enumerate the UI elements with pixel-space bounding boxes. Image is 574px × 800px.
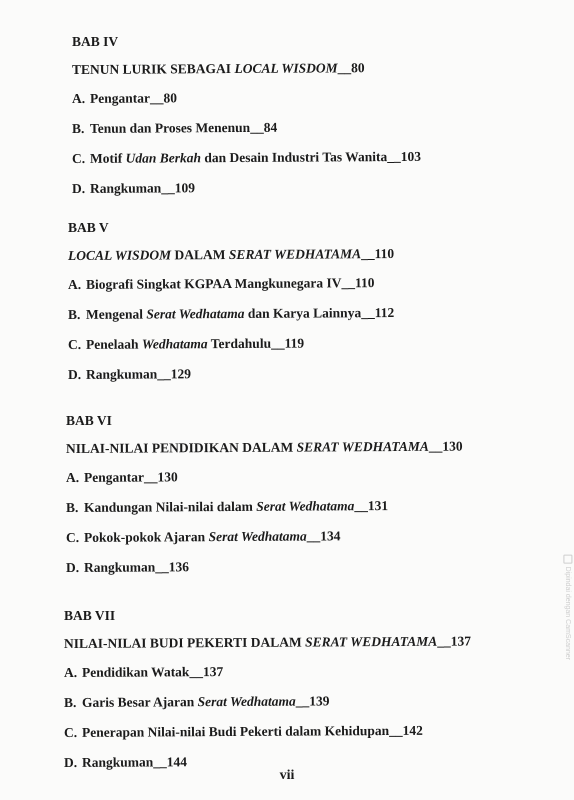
text-segment: Pengantar__80 <box>89 90 178 106</box>
text-segment: DALAM <box>171 247 229 263</box>
italic-text: SERAT WEDHATAMA <box>305 633 438 650</box>
toc-entry <box>68 366 191 383</box>
chapter-label: BAB IV <box>72 34 119 49</box>
chapter-title <box>64 634 471 652</box>
entry-letter: C. <box>65 529 80 545</box>
text-segment: __134 <box>306 528 341 544</box>
entry-letter: D. <box>63 754 78 770</box>
italic-text: Serat Wedhatama <box>197 693 296 710</box>
text-segment: TENUN LURIK SEBAGAI <box>71 61 235 77</box>
toc-entry <box>72 149 421 167</box>
entry-letter: B. <box>67 306 81 322</box>
entry-letter: D. <box>65 559 80 575</box>
italic-text: Serat Wedhatama <box>146 305 245 322</box>
entry-letter: A. <box>63 664 78 680</box>
text-segment: Mengenal <box>85 306 147 322</box>
text-segment: Pengantar__130 <box>83 469 178 485</box>
chapter-title <box>72 60 365 78</box>
text-segment: Rangkuman__136 <box>83 559 190 575</box>
text-segment: __80 <box>337 60 365 76</box>
text-segment: Pokok-pokok Ajaran <box>83 529 209 545</box>
text-segment: __131 <box>354 498 389 514</box>
text-segment: Motif <box>89 150 126 166</box>
text-segment: Terdahulu__119 <box>207 335 305 352</box>
entry-letter: D. <box>67 366 82 382</box>
toc-entry <box>66 498 388 516</box>
entry-letter: A. <box>67 276 82 292</box>
chapter-label: BAB VI <box>66 413 112 428</box>
toc-entry <box>68 336 304 353</box>
text-segment: Kandungan Nilai-nilai dalam <box>83 498 257 515</box>
toc-entry <box>68 305 394 323</box>
text-segment: __139 <box>295 693 330 709</box>
entry-letter: B. <box>71 120 85 136</box>
italic-text: LOCAL WISDOM <box>67 247 172 263</box>
scanner-watermark <box>563 555 572 660</box>
entry-letter: D. <box>71 180 86 196</box>
chapter-label: BAB VII <box>64 608 116 623</box>
entry-letter: C. <box>67 336 82 352</box>
scanner-watermark-text: Dipindai dengan CamScanner <box>563 566 571 660</box>
chapter-label: BAB V <box>68 220 109 235</box>
entry-letter: C. <box>71 150 86 166</box>
toc-entry <box>72 180 195 197</box>
italic-text: LOCAL WISDOM <box>234 60 338 77</box>
entry-letter: A. <box>65 469 80 485</box>
text-segment: Rangkuman__144 <box>81 754 188 770</box>
text-segment: Tenun dan Proses Menenun__84 <box>89 119 278 136</box>
chapter-title <box>68 246 394 264</box>
toc-entry <box>72 90 177 107</box>
italic-text: Wedhatama <box>141 336 208 352</box>
chapter-title <box>66 439 463 457</box>
text-segment: __110 <box>361 246 395 262</box>
italic-text: Serat Wedhatama <box>256 498 355 514</box>
entry-letter: A. <box>71 90 86 106</box>
toc-entry <box>68 275 375 293</box>
text-segment: dan Desain Industri Tas Wanita__103 <box>200 148 422 166</box>
text-segment: dan Karya Lainnya__112 <box>244 305 395 321</box>
italic-text: Serat Wedhatama <box>208 528 307 545</box>
entry-letter: B. <box>65 499 79 515</box>
toc-entry <box>66 528 341 546</box>
text-segment: __130 <box>428 438 463 454</box>
text-segment: Penelaah <box>85 336 142 352</box>
entry-letter: C. <box>63 724 78 740</box>
text-segment: __137 <box>437 633 472 649</box>
text-segment: Penerapan Nilai-nilai Budi Pekerti dalam Kehidupan__142 <box>81 722 423 740</box>
text-segment: NILAI-NILAI PENDIDIKAN DALAM <box>65 439 297 456</box>
toc-entry <box>72 120 277 137</box>
italic-text: SERAT WEDHATAMA <box>296 438 429 455</box>
text-segment: Pendidikan Watak__137 <box>81 664 224 680</box>
toc-entry <box>64 693 330 711</box>
text-segment: NILAI-NILAI BUDI PEKERTI DALAM <box>63 634 306 651</box>
text-segment: Biografi Singkat KGPAA Mangkunegara IV__110 <box>85 275 375 292</box>
entry-letter: B. <box>63 694 77 710</box>
page-number: vii <box>279 768 295 783</box>
toc-entry <box>64 664 223 681</box>
toc-entry <box>64 723 423 741</box>
text-segment: Rangkuman__109 <box>89 180 196 196</box>
text-segment: Garis Besar Ajaran <box>81 694 198 710</box>
italic-text: SERAT WEDHATAMA <box>228 246 362 263</box>
text-segment: Rangkuman__129 <box>85 366 192 382</box>
toc-entry <box>66 469 178 486</box>
italic-text: Udan Berkah <box>125 150 202 166</box>
camscanner-logo-icon <box>563 555 572 564</box>
toc-entry <box>66 559 189 576</box>
